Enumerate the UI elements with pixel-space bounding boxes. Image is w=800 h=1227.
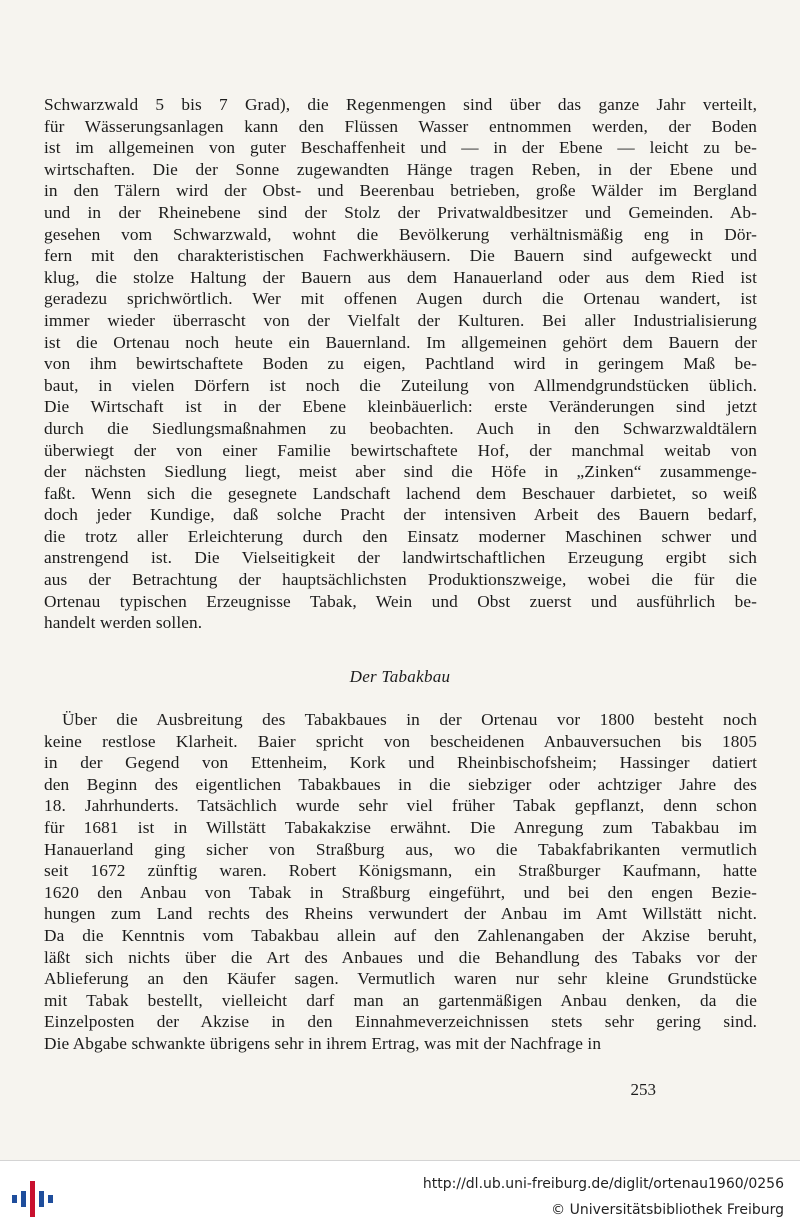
text-line: den Beginn des eigentlichen Tabakbaues in die siebziger oder achtziger Jahre des <box>44 774 757 794</box>
text-line: von ihm bewirtschaftete Boden zu eigen, Pachtland wird in geringem Maß be- <box>44 354 757 374</box>
text-line: die trotz aller Erleichterung durch den Einsatz moderner Maschinen schwer und <box>44 526 757 546</box>
text-line: überwiegt der von einer Familie bewirtschaftete Hof, der manchmal weitab von <box>44 440 757 460</box>
copyright-text: © Universitätsbibliothek Freiburg <box>551 1202 784 1218</box>
text-line: mit Tabak bestellt, vielleicht darf man an gartenmäßigen Anbau denken, da die <box>44 990 757 1010</box>
text-line: in der Gegend von Ettenheim, Kork und Rheinbischofsheim; Hassinger datiert <box>44 753 757 773</box>
text-line: in den Tälern wird der Obst- und Beerenbau betrieben, große Wälder im Bergland <box>44 181 757 201</box>
text-line: gesehen vom Schwarzwald, wohnt die Bevölkerung verhältnismäßig eng in Dör- <box>44 224 757 244</box>
text-line: Einzelposten der Akzise in den Einnahmeverzeichnissen stets sehr gering sind. <box>44 1012 757 1032</box>
body-paragraph-2 <box>44 709 757 1055</box>
text-line: wirtschaften. Die der Sonne zugewandten Hänge tragen Reben, in der Ebene und <box>44 159 757 179</box>
text-line: Die Wirtschaft ist in der Ebene kleinbäuerlich: erste Veränderungen sind jetzt <box>44 397 757 417</box>
text-line: und in der Rheinebene sind der Stolz der Privatwaldbesitzer und Gemeinden. Ab- <box>44 202 757 222</box>
text-line: seit 1672 zünftig waren. Robert Königsmann, ein Straßburger Kaufmann, hatte <box>44 861 757 881</box>
university-library-logo-icon <box>10 1179 54 1219</box>
text-line: Hanauerland ging sicher von Straßburg aus, wo die Tabakfabrikanten vermutlich <box>44 839 757 859</box>
text-line: faßt. Wenn sich die gesegnete Landschaft lachend dem Beschauer darbietet, so weiß <box>44 483 757 503</box>
text-line: klug, die stolze Haltung der Bauern aus dem Hanauerland oder aus dem Ried ist <box>44 267 757 287</box>
text-line: anstrengend ist. Die Vielseitigkeit der landwirtschaftlichen Erzeugung ergibt sich <box>44 548 757 568</box>
text-line: für Wässerungsanlagen kann den Flüssen Wasser entnommen werden, der Boden <box>44 116 757 136</box>
text-line: keine restlose Klarheit. Baier spricht von bescheidenen Anbauversuchen bis 1805 <box>44 731 757 751</box>
text-line: fern mit den charakteristischen Fachwerkhäusern. Die Bauern sind aufgeweckt und <box>44 246 757 266</box>
text-line: 1620 den Anbau von Tabak in Straßburg eingeführt, und bei den engen Bezie- <box>44 882 757 902</box>
text-line: Schwarzwald 5 bis 7 Grad), die Regenmengen sind über das ganze Jahr verteilt, <box>44 95 757 114</box>
text-line: Ortenau typischen Erzeugnisse Tabak, Wein und Obst zuerst und ausführlich be- <box>44 591 757 611</box>
text-line: Ablieferung an den Käufer sagen. Vermutlich waren nur sehr kleine Grundstücke <box>44 969 757 989</box>
text-line: immer wieder überrascht von der Vielfalt der Kulturen. Bei aller Industrialisierung <box>44 310 757 330</box>
text-line: ist im allgemeinen von guter Beschaffenheit und — in der Ebene — leicht zu be- <box>44 138 757 158</box>
text-line: baut, in vielen Dörfern ist noch die Zuteilung von Allmendgrundstücken üblich. <box>44 375 757 395</box>
page-number: 253 <box>630 1080 656 1099</box>
source-url-link[interactable]: http://dl.ub.uni-freiburg.de/diglit/ortenau1960/0256 <box>422 1176 784 1192</box>
text-line: für 1681 ist in Willstätt Tabakakzise erwähnt. Die Anregung zum Tabakbau im <box>44 817 757 837</box>
text-line: Die Abgabe schwankte übrigens sehr in ihrem Ertrag, was mit der Nachfrage in <box>44 1033 602 1053</box>
text-line: läßt sich nichts über die Art des Anbaues und die Behandlung des Tabaks vor der <box>44 947 757 967</box>
text-line: Über die Ausbreitung des Tabakbaues in der Ortenau vor 1800 besteht noch <box>62 710 757 729</box>
text-line: Da die Kenntnis vom Tabakbau allein auf den Zahlenangaben der Akzise beruht, <box>44 925 757 945</box>
text-line: der nächsten Siedlung liegt, meist aber sind die Höfe in „Zinken“ zusammenge- <box>44 462 757 482</box>
text-line: handelt werden sollen. <box>44 613 203 633</box>
text-line: doch jeder Kundige, daß solche Pracht der intensiven Arbeit des Bauern bedarf, <box>44 505 757 525</box>
library-footer <box>0 1160 800 1227</box>
body-paragraph-1 <box>44 94 757 634</box>
text-line: hungen zum Land rechts des Rheins verwundert der Anbau im Amt Willstätt nicht. <box>44 904 757 924</box>
text-line: aus der Betrachtung der hauptsächlichsten Produktionszweige, wobei die für die <box>44 570 757 590</box>
text-line: geradezu sprichwörtlich. Wer mit offenen Augen durch die Ortenau wandert, ist <box>44 289 757 309</box>
text-line: durch die Siedlungsmaßnahmen zu beobachten. Auch in den Schwarzwaldtälern <box>44 418 757 438</box>
text-line: 18. Jahrhunderts. Tatsächlich wurde sehr viel früher Tabak gepflanzt, denn schon <box>44 796 757 816</box>
text-line: ist die Ortenau noch heute ein Bauernland. Im allgemeinen gehört dem Bauern der <box>44 332 757 352</box>
section-heading: Der Tabakbau <box>349 667 451 686</box>
